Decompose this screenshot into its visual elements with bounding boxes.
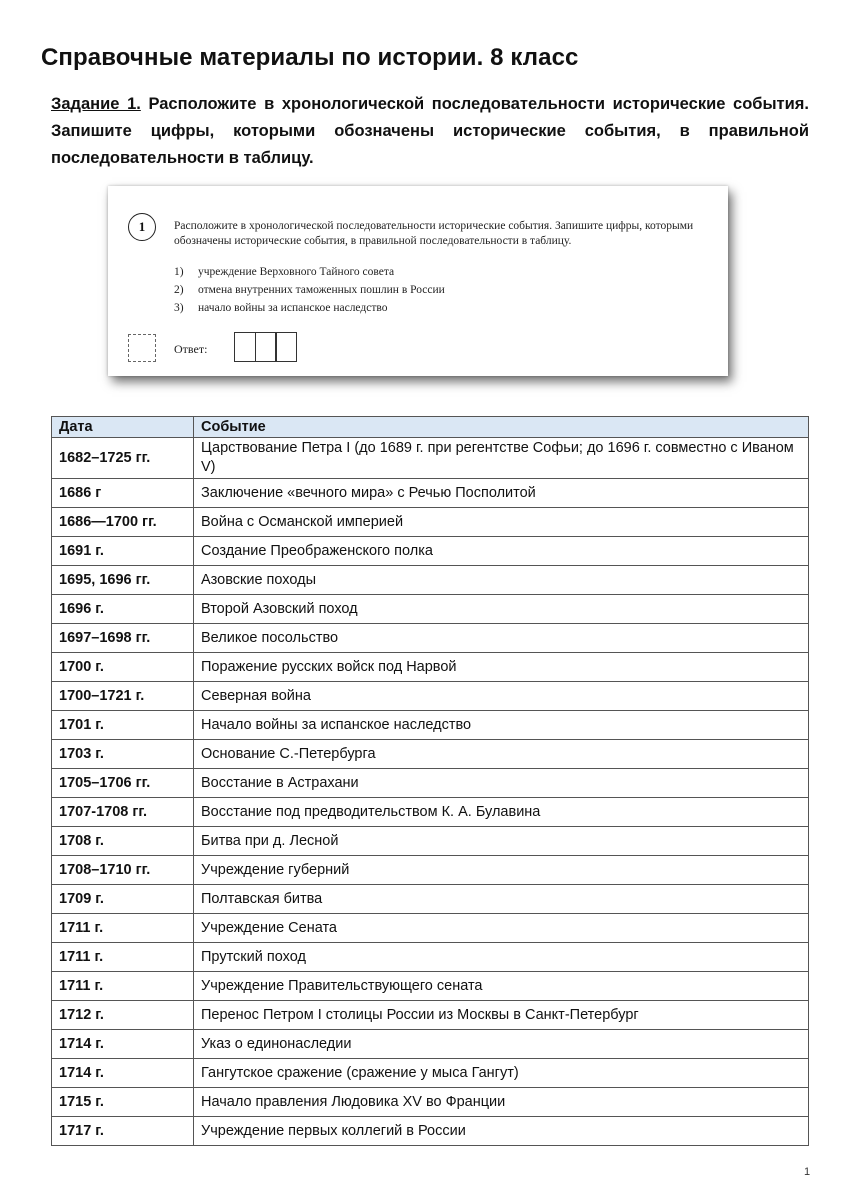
row-event: Учреждение первых коллегий в России: [194, 1117, 809, 1146]
question-option: [174, 263, 445, 281]
question-number: 1: [128, 213, 156, 241]
row-date: 1686 г: [52, 479, 194, 508]
row-event: Перенос Петром I столицы России из Москвы в Санкт-Петербург: [194, 1001, 809, 1030]
table-row: [52, 1117, 809, 1146]
row-event: Гангутское сражение (сражение у мыса Гангут): [194, 1059, 809, 1088]
table-row: [52, 566, 809, 595]
option-text: начало войны за испанское наследство: [198, 302, 388, 314]
answer-cell: [234, 332, 256, 362]
row-date: 1708–1710 гг.: [52, 856, 194, 885]
row-date: 1686—1700 гг.: [52, 508, 194, 537]
row-event: Восстание под предводительством К. А. Булавина: [194, 798, 809, 827]
table-row: [52, 653, 809, 682]
table-row: [52, 885, 809, 914]
table-row: [52, 972, 809, 1001]
answer-cell: [255, 332, 277, 362]
row-date: 1697–1698 гг.: [52, 624, 194, 653]
row-event: Начало войны за испанское наследство: [194, 711, 809, 740]
events-table: [51, 416, 809, 1146]
table-row: [52, 914, 809, 943]
header-date: Дата: [52, 417, 194, 438]
option-text: учреждение Верховного Тайного совета: [198, 266, 395, 278]
option-number: 1): [174, 266, 184, 278]
row-date: 1705–1706 гг.: [52, 769, 194, 798]
page-number: 1: [804, 1166, 811, 1178]
question-image: [108, 186, 728, 376]
row-date: 1700–1721 г.: [52, 682, 194, 711]
row-event: Великое посольство: [194, 624, 809, 653]
question-options: [174, 263, 445, 317]
row-event: Прутский поход: [194, 943, 809, 972]
table-row: [52, 438, 809, 479]
table-row: [52, 624, 809, 653]
answer-cell: [275, 332, 297, 362]
task-label: Задание 1.: [51, 95, 141, 113]
table-header-row: [52, 417, 809, 438]
answer-cells: [234, 332, 297, 362]
row-event: Начало правления Людовика XV во Франции: [194, 1088, 809, 1117]
row-date: 1711 г.: [52, 914, 194, 943]
row-event: Война с Османской империей: [194, 508, 809, 537]
row-date: 1711 г.: [52, 943, 194, 972]
table-row: [52, 595, 809, 624]
question-text: Расположите в хронологической последовательности исторические события. Запишите цифры, которыми обозначены исторические события, в правильной последовательности в таблицу.: [174, 220, 694, 247]
row-event: Царствование Петра I (до 1689 г. при регентстве Софьи; до 1696 г. совместно с Иваном V): [194, 438, 809, 479]
score-box: [128, 334, 156, 362]
row-event: Северная война: [194, 682, 809, 711]
row-event: Полтавская битва: [194, 885, 809, 914]
table-row: [52, 1030, 809, 1059]
question-option: [174, 281, 445, 299]
table-row: [52, 1001, 809, 1030]
row-event: Поражение русских войск под Нарвой: [194, 653, 809, 682]
table-row: [52, 711, 809, 740]
table-row: [52, 1059, 809, 1088]
table-row: [52, 798, 809, 827]
row-event: Учреждение Сената: [194, 914, 809, 943]
table-row: [52, 537, 809, 566]
header-event: Событие: [194, 417, 809, 438]
row-event: Восстание в Астрахани: [194, 769, 809, 798]
table-row: [52, 943, 809, 972]
row-date: 1714 г.: [52, 1030, 194, 1059]
question-option: [174, 299, 445, 317]
row-date: 1691 г.: [52, 537, 194, 566]
row-event: Азовские походы: [194, 566, 809, 595]
table-row: [52, 856, 809, 885]
table-row: [52, 740, 809, 769]
row-date: 1682–1725 гг.: [52, 438, 194, 479]
table-row: [52, 508, 809, 537]
option-number: 2): [174, 284, 184, 296]
row-date: 1695, 1696 гг.: [52, 566, 194, 595]
row-date: 1701 г.: [52, 711, 194, 740]
task-instruction: [51, 91, 809, 172]
row-date: 1712 г.: [52, 1001, 194, 1030]
row-date: 1717 г.: [52, 1117, 194, 1146]
table-row: [52, 769, 809, 798]
row-date: 1703 г.: [52, 740, 194, 769]
row-date: 1696 г.: [52, 595, 194, 624]
table-row: [52, 1088, 809, 1117]
row-date: 1700 г.: [52, 653, 194, 682]
row-event: Битва при д. Лесной: [194, 827, 809, 856]
row-event: Указ о единонаследии: [194, 1030, 809, 1059]
table-row: [52, 682, 809, 711]
row-event: Заключение «вечного мира» с Речью Посполитой: [194, 479, 809, 508]
row-event: Учреждение губерний: [194, 856, 809, 885]
row-event: Основание С.-Петербурга: [194, 740, 809, 769]
row-date: 1707-1708 гг.: [52, 798, 194, 827]
row-date: 1711 г.: [52, 972, 194, 1001]
row-date: 1708 г.: [52, 827, 194, 856]
row-date: 1714 г.: [52, 1059, 194, 1088]
table-row: [52, 479, 809, 508]
row-date: 1715 г.: [52, 1088, 194, 1117]
row-date: 1709 г.: [52, 885, 194, 914]
row-event: Учреждение Правительствующего сената: [194, 972, 809, 1001]
option-number: 3): [174, 302, 184, 314]
answer-label: Ответ:: [174, 342, 208, 356]
row-event: Создание Преображенского полка: [194, 537, 809, 566]
option-text: отмена внутренних таможенных пошлин в России: [198, 284, 445, 296]
page-title: Справочные материалы по истории. 8 класс: [41, 44, 579, 71]
table-row: [52, 827, 809, 856]
task-text: Расположите в хронологической последовательности исторические события. Запишите цифры, которыми обозначены исторические события, в правильной последовательности в таблицу.: [51, 95, 809, 167]
row-event: Второй Азовский поход: [194, 595, 809, 624]
